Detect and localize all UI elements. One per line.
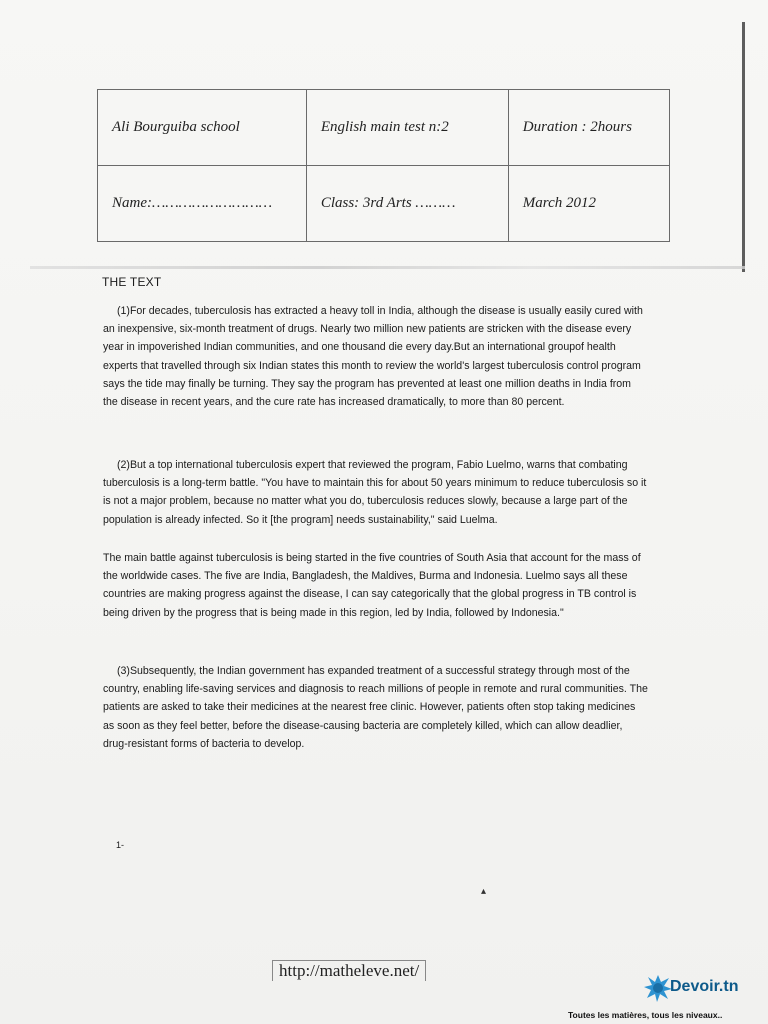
header-row-1	[98, 90, 670, 166]
paragraph-2b	[103, 549, 648, 622]
scan-speck: ▴	[481, 886, 487, 897]
header-row-2	[98, 166, 670, 242]
section-title: THE TEXT	[102, 275, 162, 289]
paragraph-3-text: (3)Subsequently, the Indian government has expanded treatment of a successful strategy through most of the country, enabling life-saving services and diagnosis to reach millions of people in remote and rural communities. The patients are asked to take their medicines at the nearest free clinic. However, patients often stop taking medicines as soon as they feel better, before the disease-causing bacteria are completely killed, which can allow deadlier, drug-resistant forms of bacteria to develop.	[103, 665, 648, 750]
brand-name: Devoir.tn	[670, 978, 739, 995]
student-name-field: Name:………………………	[98, 166, 307, 242]
class-field: Class: 3rd Arts ………	[306, 166, 508, 242]
paragraph-1-text: (1)For decades, tuberculosis has extracted a heavy toll in India, although the disease is usually easily cured with an inexpensive, six-month treatment of drugs. Nearly two million new patients are stricken with the disease every year in impoverished Indian communities, and one thousand die every day.But an international groupof health experts that travelled through six Indian states this month to review the world's largest tuberculosis control program says the tide may finally be turning. They say the program has prevented at least one million deaths in India from the disease in recent years, and the cure rate has increased dramatically, to more than 80 percent.	[103, 305, 643, 409]
paragraph-1	[103, 302, 648, 411]
paragraph-3	[103, 662, 648, 753]
brand-watermark	[568, 972, 764, 1020]
scan-page-edge	[742, 22, 745, 272]
paragraph-2b-text: The main battle against tuberculosis is being started in the five countries of South Asia that account for the mass of the worldwide cases. The five are India, Bangladesh, the Maldives, Burma and Indonesia. Luelmo says all these countries are making progress against the disease, I can say categorically that the global progress in TB control is being driven by the progress that is being made in this region, led by India, followed by Indonesia."	[103, 552, 641, 619]
test-duration: Duration : 2hours	[508, 90, 669, 166]
test-date: March 2012	[508, 166, 669, 242]
paragraph-2	[103, 456, 648, 529]
paragraph-2-text: (2)But a top international tuberculosis expert that reviewed the program, Fabio Luelmo, warns that combating tuberculosis is a long-term battle. "You have to maintain this for about 50 years minimum to reduce tuberculosis so it is not a major problem, because no matter what you do, tuberculosis reduces slowly, because a large part of the population is already infected. So it [the program] needs sustainability," said Luelma.	[103, 459, 647, 526]
page-number: 1-	[116, 840, 125, 850]
school-name: Ali Bourguiba school	[98, 90, 307, 166]
exam-header-table	[97, 89, 670, 242]
test-title: English main test n:2	[306, 90, 508, 166]
brand-tagline: Toutes les matières, tous les niveaux..	[568, 1010, 723, 1020]
scan-artifact-line	[30, 266, 745, 269]
footer-url[interactable]: http://matheleve.net/	[272, 960, 426, 981]
